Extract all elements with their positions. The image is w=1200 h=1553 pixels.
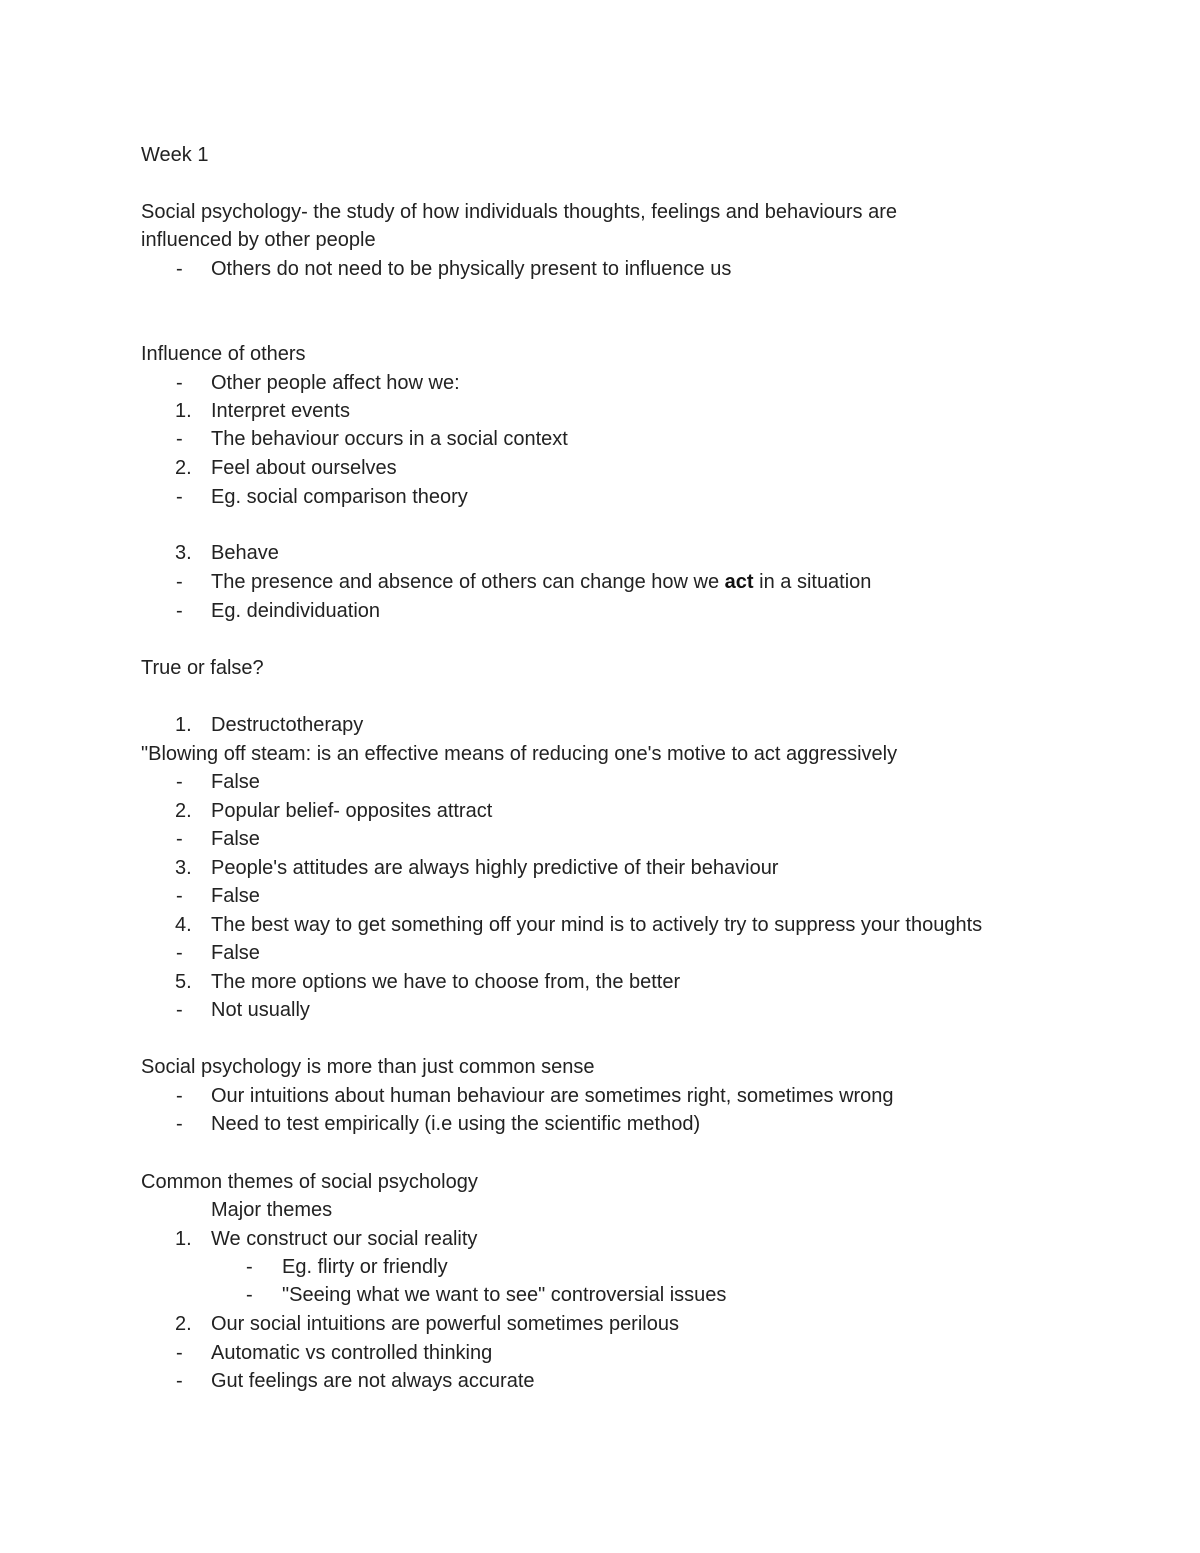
bullet-dash: - bbox=[176, 942, 183, 964]
bullet-dash: - bbox=[176, 828, 183, 850]
list-number: 5. bbox=[175, 971, 192, 993]
bullet-dash: - bbox=[176, 1113, 183, 1135]
list-number: 3. bbox=[175, 857, 192, 879]
list-item: Behave bbox=[211, 542, 279, 564]
list-item: "Seeing what we want to see" controversial issues bbox=[282, 1284, 727, 1306]
themes-heading: Common themes of social psychology bbox=[141, 1171, 478, 1193]
bullet-dash: - bbox=[176, 486, 183, 508]
bullet-dash: - bbox=[176, 885, 183, 907]
bullet-dash: - bbox=[176, 600, 183, 622]
bullet-dash: - bbox=[176, 571, 183, 593]
list-item: False bbox=[211, 771, 260, 793]
list-item: Eg. social comparison theory bbox=[211, 486, 468, 508]
list-number: 1. bbox=[175, 1228, 192, 1250]
list-item: False bbox=[211, 885, 260, 907]
list-item: Gut feelings are not always accurate bbox=[211, 1370, 535, 1392]
definition-line-2: influenced by other people bbox=[141, 229, 376, 251]
list-item: Not usually bbox=[211, 999, 310, 1021]
list-item: The best way to get something off your mind is to actively try to suppress your thoughts bbox=[211, 914, 983, 936]
definition-line-1: Social psychology- the study of how individuals thoughts, feelings and behaviours are bbox=[141, 201, 898, 223]
common-sense-heading: Social psychology is more than just common sense bbox=[141, 1056, 595, 1078]
list-number: 2. bbox=[175, 800, 192, 822]
list-number: 3. bbox=[175, 542, 192, 564]
quote-line: "Blowing off steam: is an effective means of reducing one's motive to act aggressively bbox=[141, 743, 898, 765]
text-run: The presence and absence of others can change how we bbox=[211, 571, 725, 593]
list-item: The more options we have to choose from, the better bbox=[211, 971, 681, 993]
list-item: Our social intuitions are powerful sometimes perilous bbox=[211, 1313, 679, 1335]
bullet-dash: - bbox=[176, 258, 183, 280]
bullet-dash: - bbox=[176, 428, 183, 450]
bullet-dash: - bbox=[176, 372, 183, 394]
list-item bbox=[211, 570, 871, 594]
list-item: People's attitudes are always highly predictive of their behaviour bbox=[211, 857, 779, 879]
list-item: Eg. deindividuation bbox=[211, 600, 381, 622]
list-item: Automatic vs controlled thinking bbox=[211, 1342, 493, 1364]
bullet-dash: - bbox=[246, 1284, 253, 1306]
bullet-dash: - bbox=[246, 1256, 253, 1278]
list-item: Destructotherapy bbox=[211, 714, 364, 736]
bullet-dash: - bbox=[176, 1370, 183, 1392]
major-themes-label: Major themes bbox=[211, 1199, 333, 1221]
text-run: in a situation bbox=[753, 571, 872, 593]
list-item: Other people affect how we: bbox=[211, 372, 460, 394]
bold-word: act bbox=[724, 571, 754, 593]
list-item: Our intuitions about human behaviour are sometimes right, sometimes wrong bbox=[211, 1085, 894, 1107]
list-item: False bbox=[211, 942, 260, 964]
list-number: 4. bbox=[175, 914, 192, 936]
list-item: Need to test empirically (i.e using the scientific method) bbox=[211, 1113, 701, 1135]
bullet-dash: - bbox=[176, 999, 183, 1021]
bullet-dash: - bbox=[176, 1342, 183, 1364]
influence-heading: Influence of others bbox=[141, 343, 306, 365]
list-number: 2. bbox=[175, 457, 192, 479]
bullet-dash: - bbox=[176, 771, 183, 793]
list-number: 1. bbox=[175, 714, 192, 736]
list-item: Feel about ourselves bbox=[211, 457, 397, 479]
list-number: 2. bbox=[175, 1313, 192, 1335]
week-heading: Week 1 bbox=[141, 144, 209, 166]
list-number: 1. bbox=[175, 400, 192, 422]
list-item: False bbox=[211, 828, 260, 850]
list-item: We construct our social reality bbox=[211, 1228, 478, 1250]
definition-bullet: Others do not need to be physically present to influence us bbox=[211, 258, 732, 280]
bullet-dash: - bbox=[176, 1085, 183, 1107]
list-item: Eg. flirty or friendly bbox=[282, 1256, 448, 1278]
true-false-heading: True or false? bbox=[141, 657, 264, 679]
list-item: Popular belief- opposites attract bbox=[211, 800, 493, 822]
list-item: Interpret events bbox=[211, 400, 350, 422]
list-item: The behaviour occurs in a social context bbox=[211, 428, 568, 450]
